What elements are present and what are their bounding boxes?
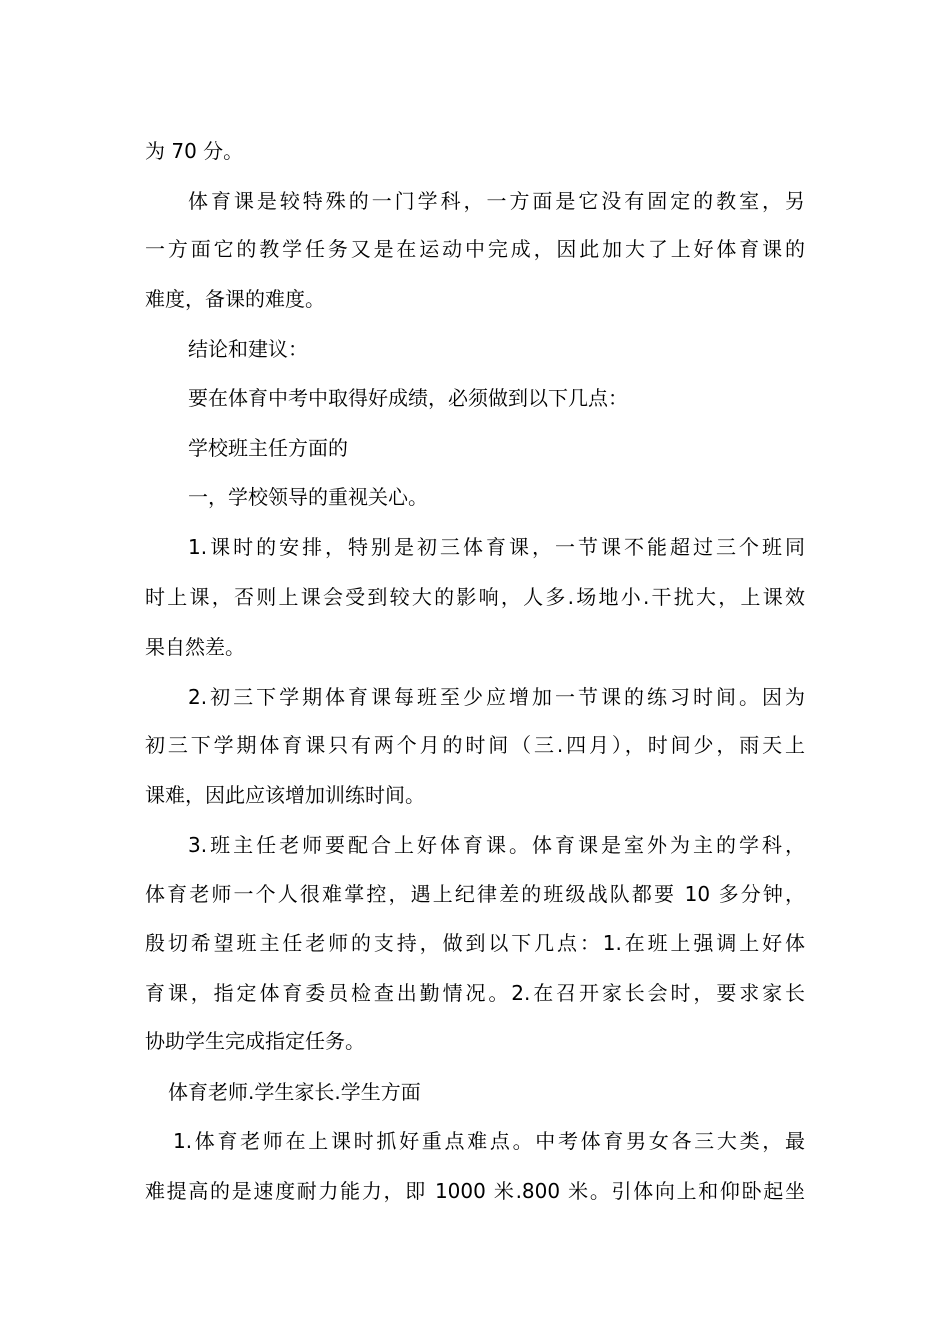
text-line: 一方面它的教学任务又是在运动中完成，因此加大了上好体育课的 (145, 237, 805, 261)
text-line: 2.初三下学期体育课每班至少应增加一节课的练习时间。因为 (188, 685, 805, 709)
text-line: 难提高的是速度耐力能力，即 1000 米.800 米。引体向上和仰卧起坐 (145, 1179, 805, 1203)
text-line: 1.课时的安排，特别是初三体育课，一节课不能超过三个班同 (188, 535, 805, 559)
text-line: 果自然差。 (145, 635, 245, 659)
text-line: 时上课，否则上课会受到较大的影响，人多.场地小.干扰大，上课效 (145, 585, 805, 609)
text-line: 协助学生完成指定任务。 (145, 1029, 365, 1053)
text-line: 初三下学期体育课只有两个月的时间（三.四月），时间少，雨天上 (145, 733, 805, 757)
section-heading: 体育老师.学生家长.学生方面 (168, 1080, 421, 1104)
text-line: 为 70 分。 (145, 139, 244, 163)
text-line: 难度，备课的难度。 (145, 287, 325, 311)
text-line: 育课，指定体育委员检查出勤情况。2.在召开家长会时，要求家长 (145, 981, 805, 1005)
text-line: 殷切希望班主任老师的支持，做到以下几点：1.在班上强调上好体 (145, 931, 805, 955)
text-line: 1.体育老师在上课时抓好重点难点。中考体育男女各三大类，最 (173, 1129, 805, 1153)
text-line: 课难，因此应该增加训练时间。 (145, 783, 425, 807)
section-heading: 学校班主任方面的 (188, 436, 348, 460)
text-line: 3.班主任老师要配合上好体育课。体育课是室外为主的学科， (188, 833, 805, 857)
text-line: 体育课是较特殊的一门学科，一方面是它没有固定的教室，另 (188, 189, 805, 213)
text-line: 要在体育中考中取得好成绩，必须做到以下几点： (188, 386, 628, 410)
section-heading: 一，学校领导的重视关心。 (188, 485, 428, 509)
text-line: 体育老师一个人很难掌控，遇上纪律差的班级战队都要 10 多分钟， (145, 882, 805, 906)
section-heading: 结论和建议： (188, 337, 308, 361)
